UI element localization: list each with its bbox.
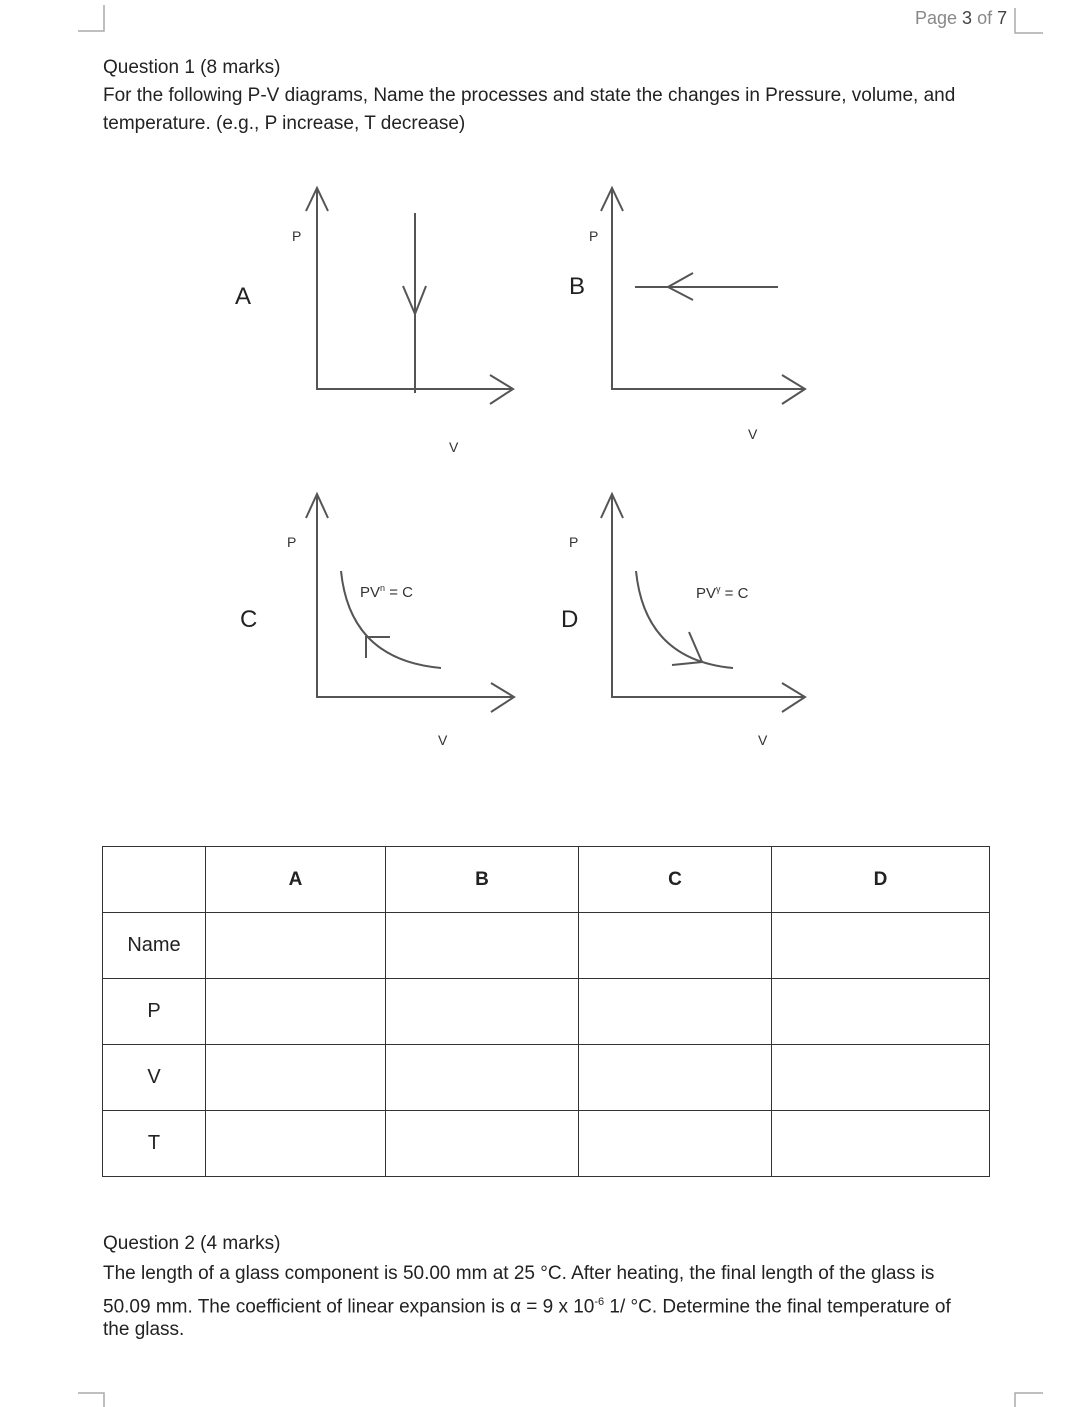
answer-cell[interactable] [579, 1111, 772, 1177]
row-label: T [103, 1111, 206, 1177]
diagram-b-p-label: P [589, 228, 599, 244]
question2-line1: The length of a glass component is 50.00 mm at 25 °C. After heating, the final length of the glass is [103, 1263, 935, 1284]
diagram-d-p-label: P [569, 534, 579, 550]
diagram-a-v-label: V [449, 439, 459, 455]
answer-cell[interactable] [386, 1045, 579, 1111]
row-label: Name [103, 913, 206, 979]
answer-cell[interactable] [579, 979, 772, 1045]
diagram-c-axes [306, 494, 514, 712]
diagram-a-p-label: P [292, 228, 302, 244]
table-header-cell: C [579, 847, 772, 913]
row-label: P [103, 979, 206, 1045]
answer-cell[interactable] [772, 1045, 990, 1111]
answer-cell[interactable] [206, 1111, 386, 1177]
table-row [103, 913, 990, 979]
diagram-d-axes [601, 494, 805, 712]
diagram-a-axes [306, 188, 513, 404]
answer-cell[interactable] [206, 913, 386, 979]
page-number: Page 3 of 7 [915, 8, 1008, 28]
table-header-cell: A [206, 847, 386, 913]
answer-cell[interactable] [386, 913, 579, 979]
answer-cell[interactable] [579, 913, 772, 979]
question2-title: Question 2 (4 marks) [103, 1233, 281, 1254]
diagram-d-v-label: V [758, 732, 768, 748]
question1-text-line1: For the following P-V diagrams, Name the processes and state the changes in Pressure, volume, and [103, 85, 956, 106]
diagram-a-process-arrow [403, 213, 426, 393]
table-header-cell [103, 847, 206, 913]
answer-cell[interactable] [772, 913, 990, 979]
diagram-b-label: B [569, 273, 586, 300]
diagram-b-process-arrow [635, 273, 778, 300]
table-row [103, 1045, 990, 1111]
diagram-c-label: C [240, 606, 258, 633]
answer-cell[interactable] [386, 979, 579, 1045]
diagram-d-equation: $PV^\gamma = C$ [696, 584, 749, 602]
diagram-c-p-label: P [287, 534, 297, 550]
question1-text-line2: temperature. (e.g., P increase, T decrease) [103, 113, 466, 134]
answer-cell[interactable] [386, 1111, 579, 1177]
diagram-b-v-label: V [748, 426, 758, 442]
row-label: V [103, 1045, 206, 1111]
answer-cell[interactable] [772, 979, 990, 1045]
diagram-c-equation: $PV^n = C$ [360, 583, 413, 601]
diagram-d-label: D [561, 606, 579, 633]
question2-line2: 50.09 mm. The coefficient of linear expansion is α = 9 x $10^{-6}$ 1/ °C. Determine the final temperature of [103, 1296, 951, 1318]
question1-title: Question 1 (8 marks) [103, 57, 281, 78]
table-header-cell: D [772, 847, 990, 913]
answer-cell[interactable] [206, 1045, 386, 1111]
question2-line3: the glass. [103, 1319, 185, 1340]
diagram-a-label: A [235, 283, 252, 310]
table-row [103, 1111, 990, 1177]
answer-table [102, 846, 990, 1177]
diagram-b-axes [601, 188, 805, 404]
table-header-row [103, 847, 990, 913]
table-row [103, 979, 990, 1045]
answer-cell[interactable] [206, 979, 386, 1045]
answer-cell[interactable] [579, 1045, 772, 1111]
diagram-c-v-label: V [438, 732, 448, 748]
table-header-cell: B [386, 847, 579, 913]
answer-cell[interactable] [772, 1111, 990, 1177]
